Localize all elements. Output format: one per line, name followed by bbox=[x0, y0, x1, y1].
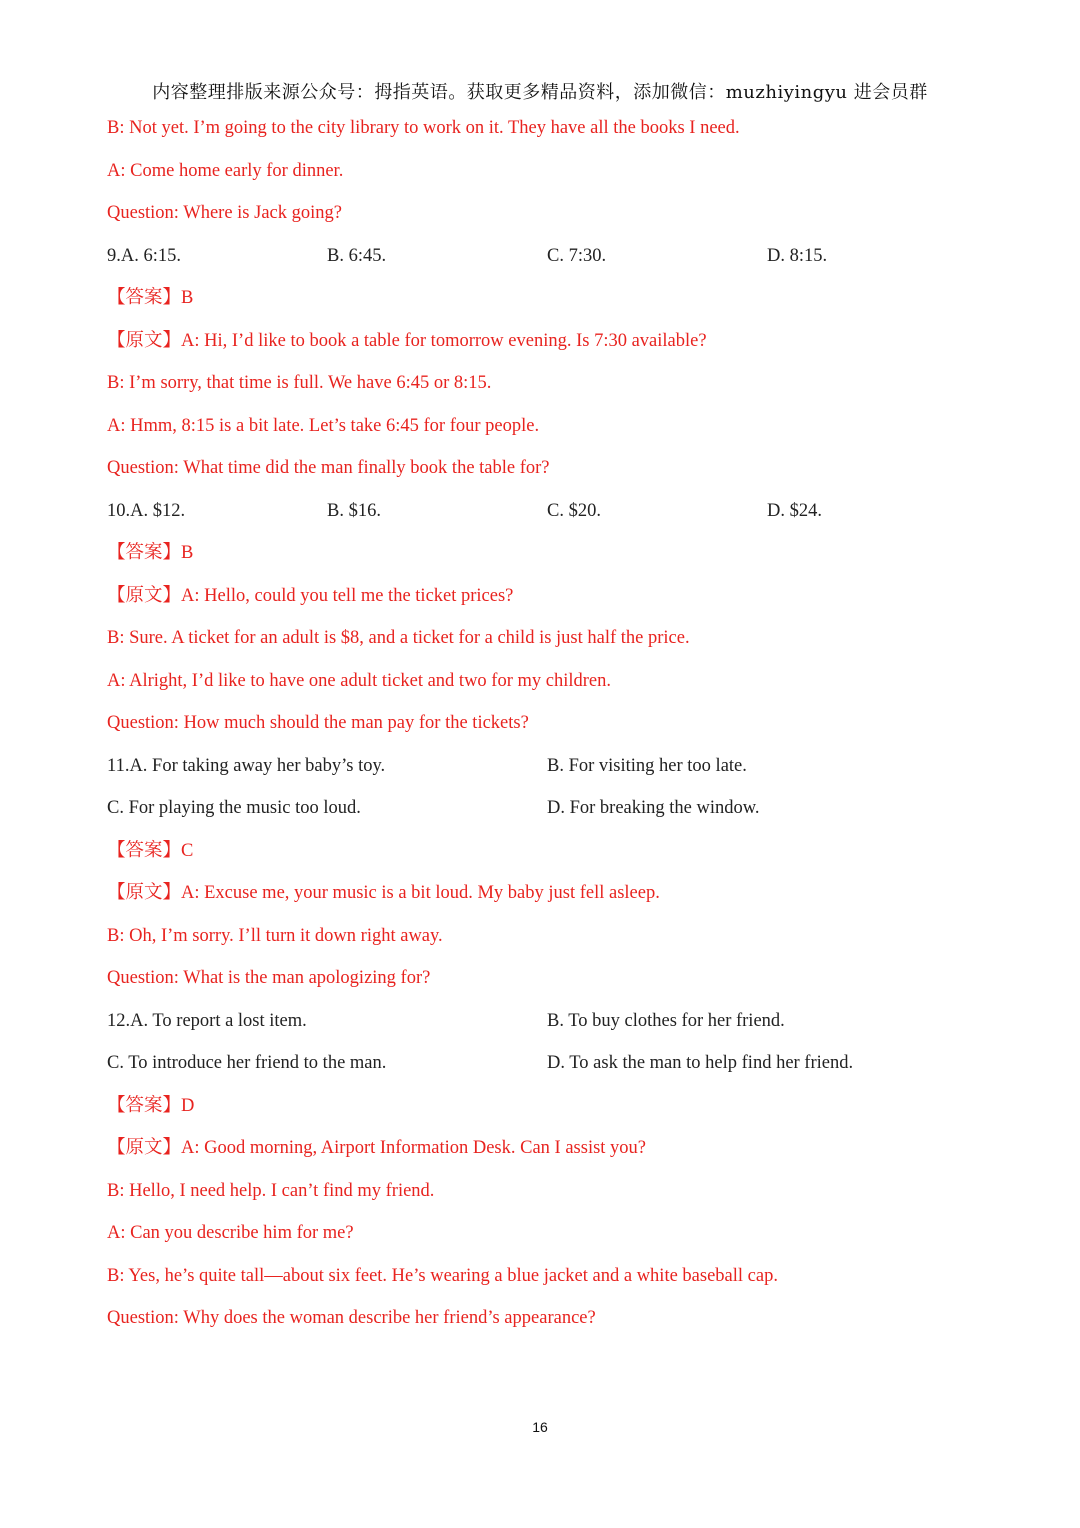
q12-script-line: B: Yes, he’s quite tall—about six feet. He’s wearing a blue jacket and a white baseball cap. bbox=[107, 1265, 778, 1286]
q12-option-b: B. To buy clothes for her friend. bbox=[547, 1010, 785, 1031]
q9-option-b: B. 6:45. bbox=[327, 245, 387, 266]
q12-script-question: Question: Why does the woman describe her friend’s appearance? bbox=[107, 1308, 596, 1328]
q12-script-line: B: Hello, I need help. I can’t find my friend. bbox=[107, 1180, 435, 1201]
q9-script-line: 【原文】A: Hi, I’d like to book a table for tomorrow evening. Is 7:30 available? bbox=[107, 330, 707, 351]
q11-option-b: B. For visiting her too late. bbox=[547, 755, 747, 776]
q10-answer: 【答案】B bbox=[107, 543, 194, 563]
q10-option-a: 10.A. $12. bbox=[107, 500, 186, 521]
q10-option-b: B. $16. bbox=[327, 500, 381, 521]
q12-script-line: A: Can you describe him for me? bbox=[107, 1223, 354, 1243]
q10-script-question: Question: How much should the man pay for the tickets? bbox=[107, 713, 529, 733]
q12-answer: 【答案】D bbox=[107, 1095, 195, 1116]
q10-script-line: A: Alright, I’d like to have one adult ticket and two for my children. bbox=[107, 670, 611, 691]
q11-script-line: B: Oh, I’m sorry. I’ll turn it down right away. bbox=[107, 925, 443, 946]
q9-script-question: Question: What time did the man finally book the table for? bbox=[107, 458, 550, 478]
q10-options bbox=[107, 497, 987, 540]
script-question: Question: Where is Jack going? bbox=[107, 203, 342, 223]
q10-script-line: 【原文】A: Hello, could you tell me the ticket prices? bbox=[107, 585, 514, 606]
q11-option-d: D. For breaking the window. bbox=[547, 798, 760, 818]
q11-options-row1 bbox=[107, 752, 987, 795]
q10-option-c: C. $20. bbox=[547, 500, 601, 521]
q11-option-c: C. For playing the music too loud. bbox=[107, 798, 361, 818]
page-number: 16 bbox=[532, 1419, 548, 1435]
q11-script-line: 【原文】A: Excuse me, your music is a bit loud. My baby just fell asleep. bbox=[107, 883, 660, 903]
page-header: 内容整理排版来源公众号：拇指英语。获取更多精品资料，添加微信：muzhiyingyu 进会员群 bbox=[152, 82, 928, 103]
q9-answer: 【答案】B bbox=[107, 288, 194, 308]
q12-options-row1 bbox=[107, 1007, 987, 1050]
q9-script-line: A: Hmm, 8:15 is a bit late. Let’s take 6:45 for four people. bbox=[107, 415, 540, 436]
q9-option-d: D. 8:15. bbox=[767, 245, 828, 266]
q11-answer: 【答案】C bbox=[107, 840, 194, 861]
q9-option-c: C. 7:30. bbox=[547, 245, 607, 266]
q12-option-a: 12.A. To report a lost item. bbox=[107, 1010, 307, 1031]
document-body bbox=[107, 114, 987, 1347]
q12-option-c: C. To introduce her friend to the man. bbox=[107, 1053, 387, 1073]
q12-options-row2 bbox=[107, 1049, 987, 1092]
q9-script-line: B: I’m sorry, that time is full. We have 6:45 or 8:15. bbox=[107, 373, 492, 393]
q11-script-question: Question: What is the man apologizing for? bbox=[107, 968, 431, 988]
q11-option-a: 11.A. For taking away her baby’s toy. bbox=[107, 755, 386, 776]
script-line: A: Come home early for dinner. bbox=[107, 160, 344, 181]
q10-script-line: B: Sure. A ticket for an adult is $8, and a ticket for a child is just half the price. bbox=[107, 628, 690, 648]
q9-option-a: 9.A. 6:15. bbox=[107, 245, 181, 266]
q12-script-line: 【原文】A: Good morning, Airport Information Desk. Can I assist you? bbox=[107, 1138, 647, 1158]
q12-option-d: D. To ask the man to help find her friend. bbox=[547, 1053, 854, 1073]
q9-options bbox=[107, 242, 987, 285]
q10-option-d: D. $24. bbox=[767, 500, 822, 521]
script-line: B: Not yet. I’m going to the city library to work on it. They have all the books I need. bbox=[107, 118, 740, 138]
q11-options-row2 bbox=[107, 794, 987, 837]
